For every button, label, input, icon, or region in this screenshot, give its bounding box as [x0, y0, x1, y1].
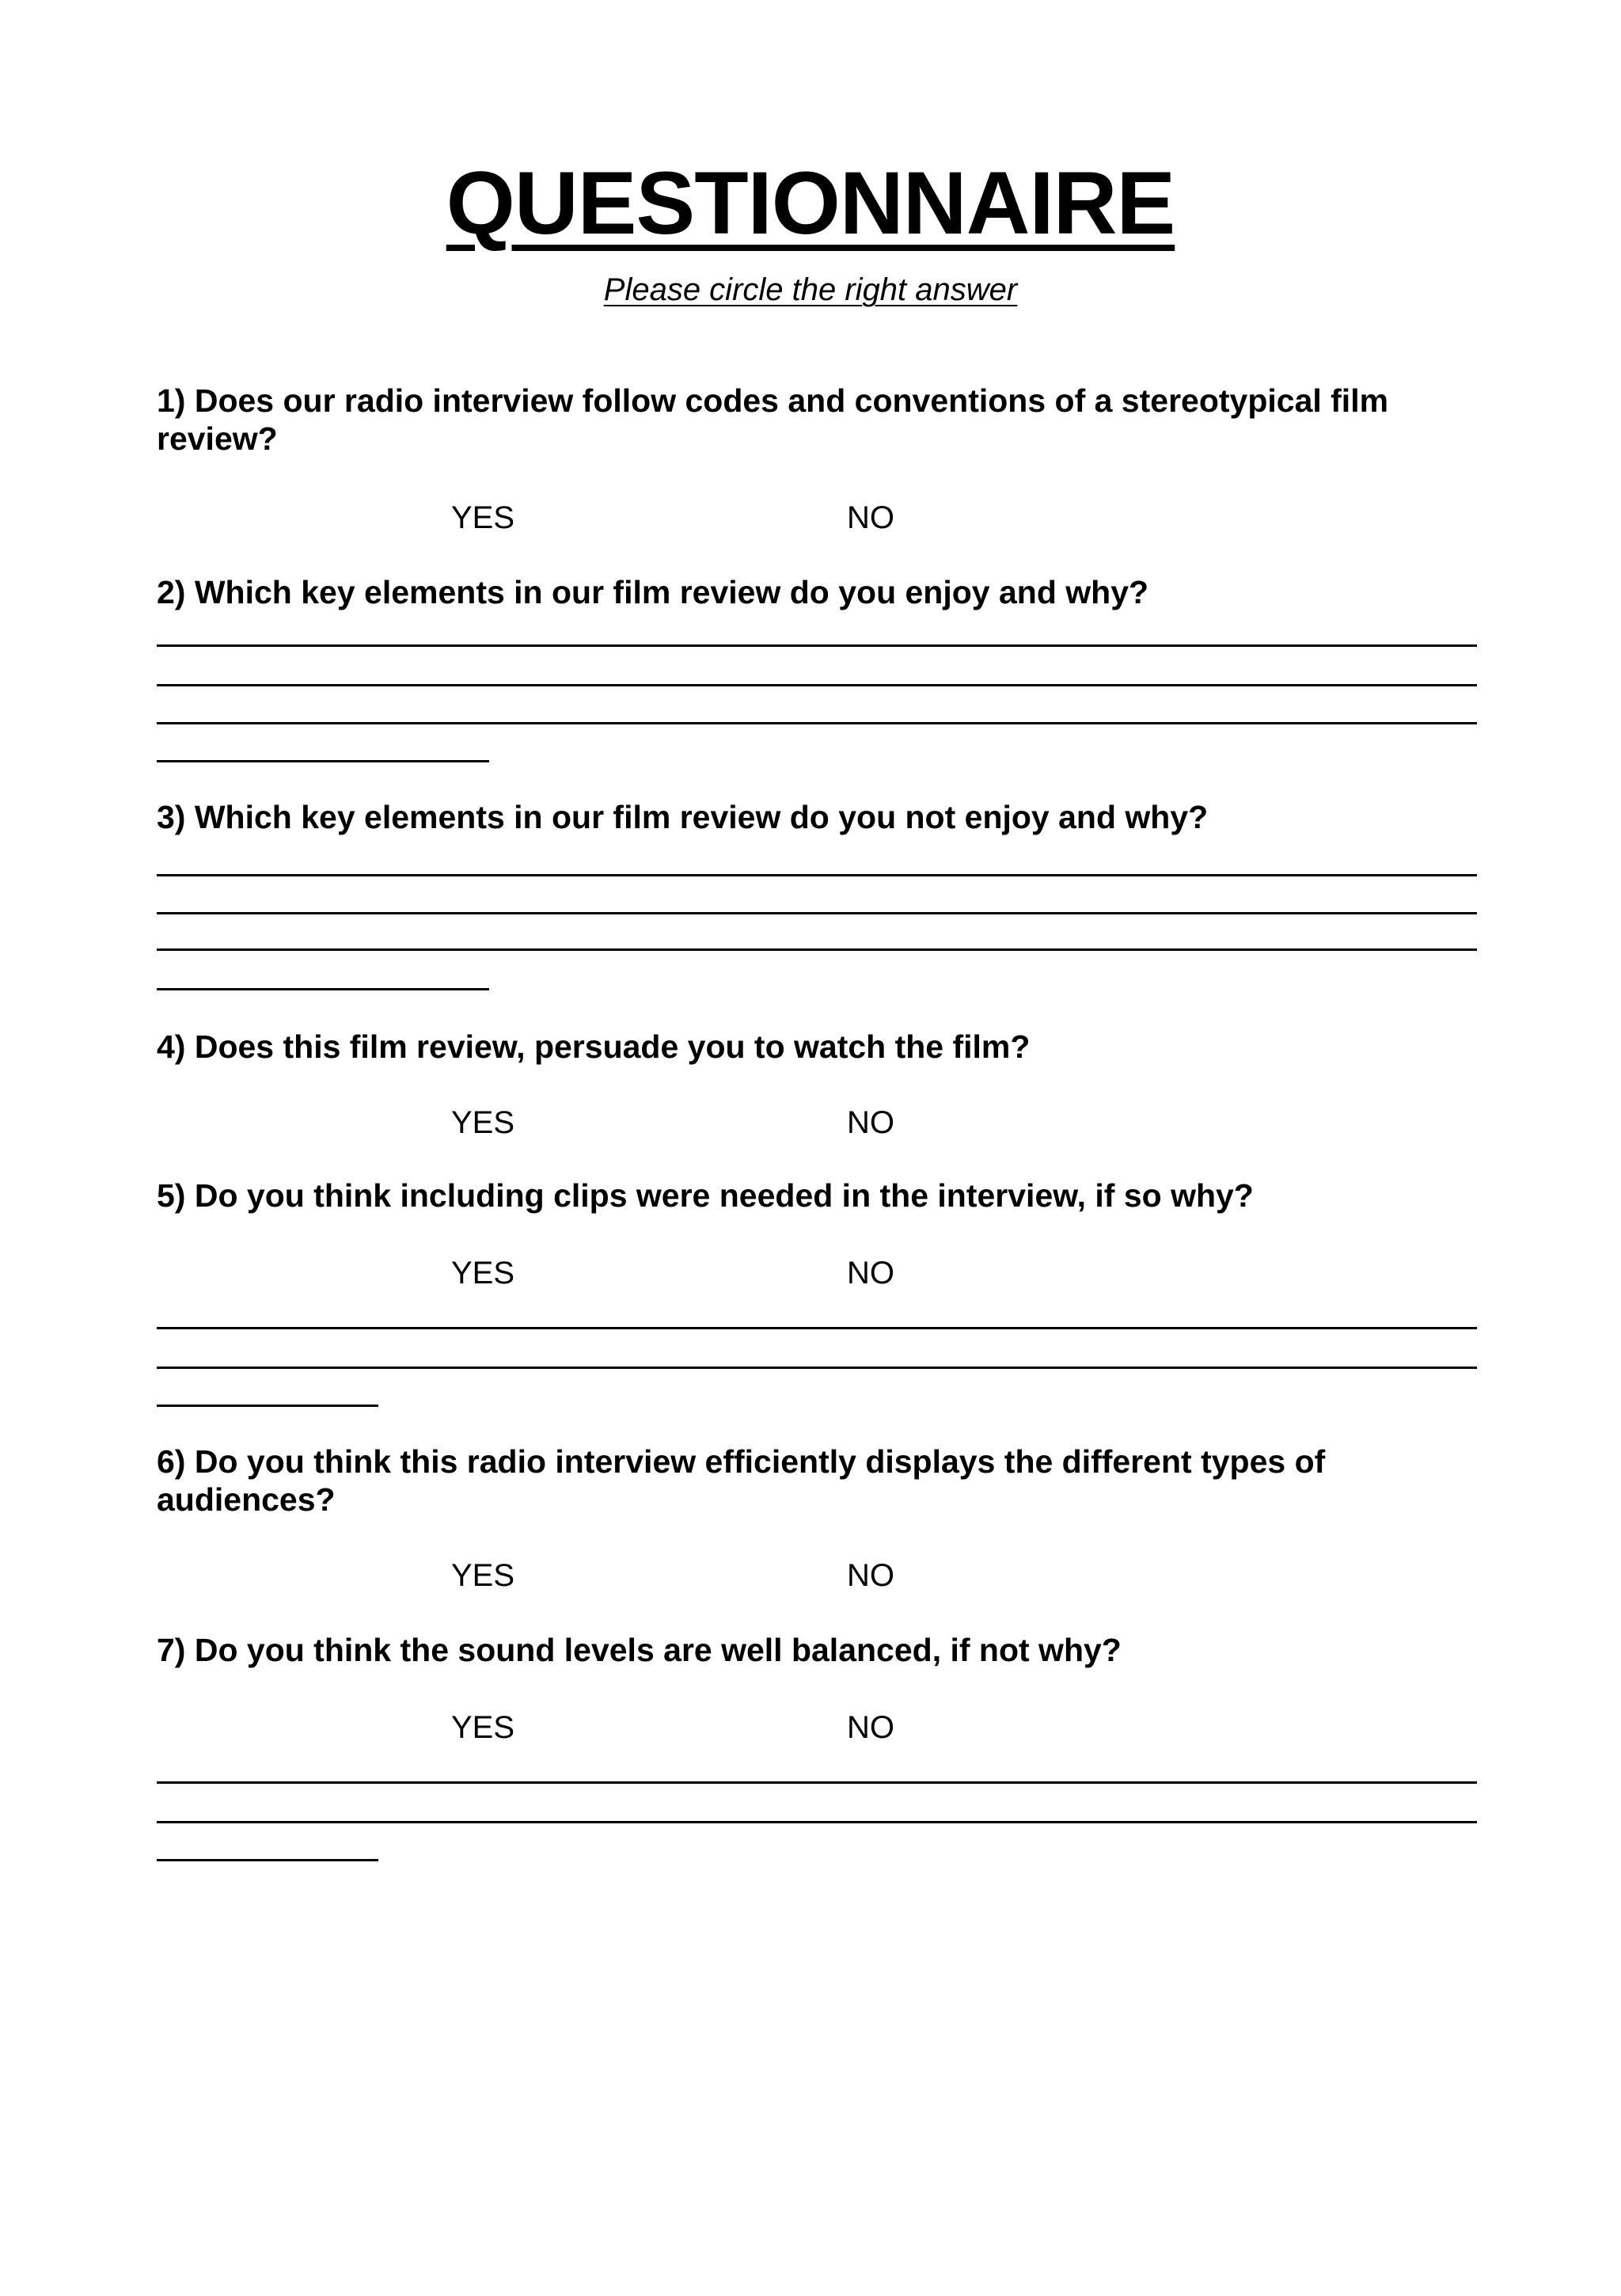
q3-answer-line-2[interactable] — [157, 912, 1477, 914]
q5-yes-option[interactable]: YES — [451, 1256, 515, 1291]
q2-answer-line-3[interactable] — [157, 722, 1477, 724]
question-1: 1) Does our radio interview follow codes and conventions of a stereotypical film review? — [157, 382, 1389, 457]
page-title: QUESTIONNAIRE — [446, 154, 1175, 253]
q2-answer-line-4[interactable] — [157, 760, 489, 762]
q7-answer-line-2[interactable] — [157, 1821, 1477, 1823]
q5-answer-line-1[interactable] — [157, 1327, 1477, 1329]
question-4: 4) Does this film review, persuade you to watch the film? — [157, 1028, 1031, 1065]
q7-no-option[interactable]: NO — [847, 1710, 894, 1745]
q7-answer-line-1[interactable] — [157, 1781, 1477, 1784]
question-5: 5) Do you think including clips were needed in the interview, if so why? — [157, 1177, 1254, 1214]
q3-answer-line-3[interactable] — [157, 948, 1477, 951]
q7-yes-option[interactable]: YES — [451, 1710, 515, 1745]
q1-no-option[interactable]: NO — [847, 500, 894, 535]
q6-no-option[interactable]: NO — [847, 1558, 894, 1593]
q7-answer-line-3[interactable] — [157, 1859, 378, 1861]
question-3: 3) Which key elements in our film review do you not enjoy and why? — [157, 799, 1209, 835]
q5-answer-line-3[interactable] — [157, 1405, 378, 1407]
instructions-subtitle: Please circle the right answer — [603, 272, 1018, 307]
question-7: 7) Do you think the sound levels are well balanced, if not why? — [157, 1632, 1122, 1668]
q2-answer-line-2[interactable] — [157, 684, 1477, 686]
question-2: 2) Which key elements in our film review do you enjoy and why? — [157, 574, 1149, 610]
q3-answer-line-1[interactable] — [157, 874, 1477, 876]
q4-yes-option[interactable]: YES — [451, 1105, 515, 1140]
q6-yes-option[interactable]: YES — [451, 1558, 515, 1593]
q5-no-option[interactable]: NO — [847, 1256, 894, 1291]
q1-yes-option[interactable]: YES — [451, 500, 515, 535]
q3-answer-line-4[interactable] — [157, 988, 489, 990]
q4-no-option[interactable]: NO — [847, 1105, 894, 1140]
question-6: 6) Do you think this radio interview efficiently displays the different types of audiences? — [157, 1443, 1326, 1518]
q5-answer-line-2[interactable] — [157, 1367, 1477, 1369]
q2-answer-line-1[interactable] — [157, 644, 1477, 647]
